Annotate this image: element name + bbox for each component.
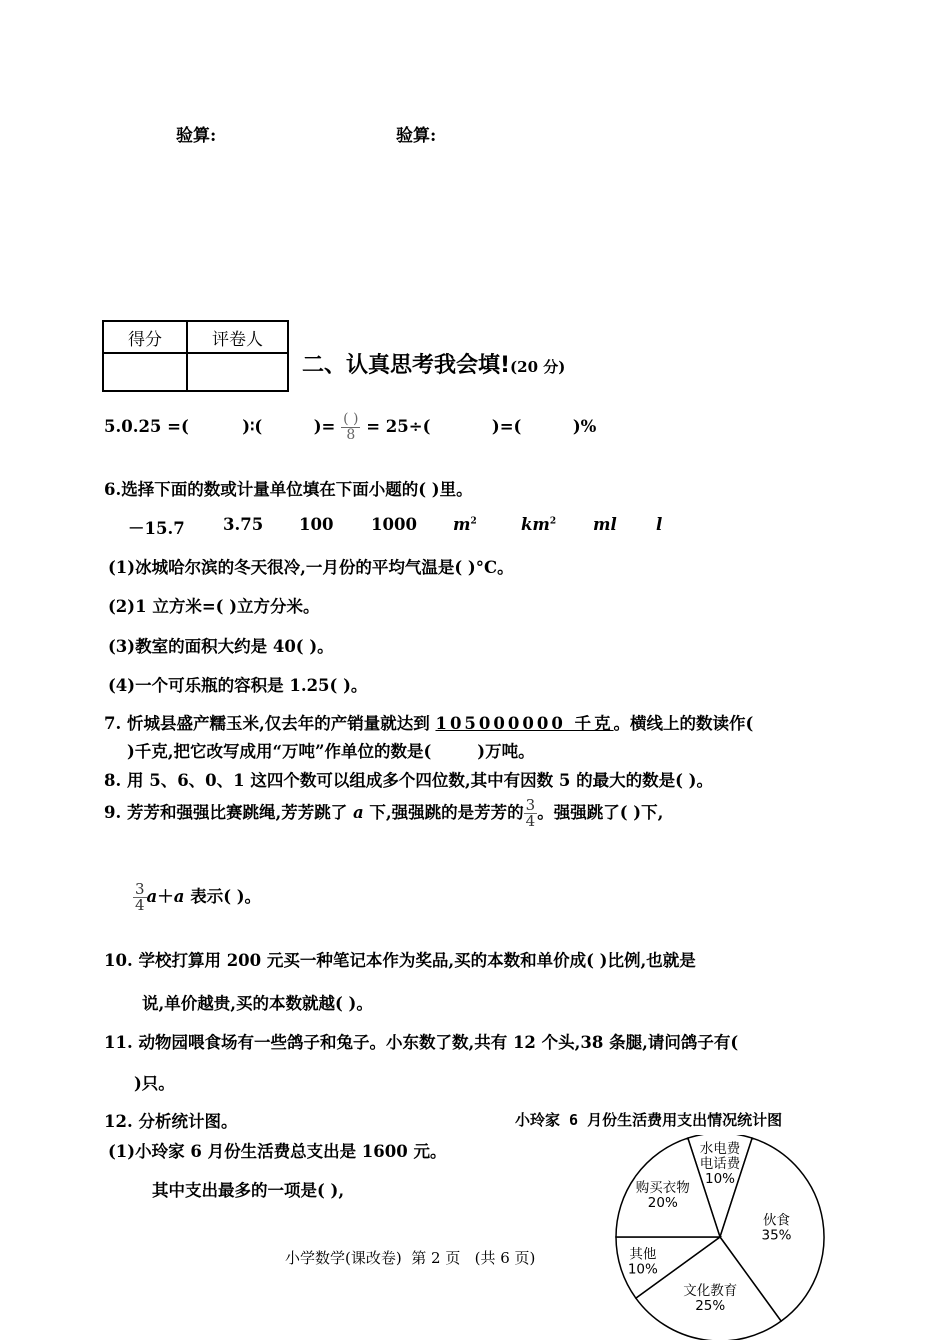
q6-option-2: 3.75 bbox=[223, 515, 264, 534]
page-footer: 小学数学(课改卷) 第 2 页 (共 6 页) bbox=[285, 1249, 536, 1267]
question-6-stem: 6.选择下面的数或计量单位填在下面小题的( )里。 bbox=[104, 480, 473, 499]
section-heading bbox=[302, 348, 565, 379]
q5-part-c: )= bbox=[313, 417, 336, 436]
pie-slice-label: 伙食 bbox=[762, 1212, 790, 1229]
q9-fraction-numerator: 3 bbox=[525, 796, 536, 814]
question-11-line-1: 11. 动物园喂食场有一些鸽子和兔子。小东数了数,共有 12 个头,38 条腿,请问鸽子有( bbox=[104, 1033, 739, 1052]
grader-cell[interactable] bbox=[187, 353, 288, 391]
q5-part-d: = 25÷( bbox=[366, 417, 431, 436]
chart-title: 小玲家 6 月份生活费用支出情况统计图 bbox=[515, 1111, 783, 1129]
pie-slice-label: 水电费 bbox=[699, 1141, 741, 1158]
q6-option-5: $m^2$ bbox=[453, 515, 477, 534]
q6-option-8-text: l bbox=[656, 515, 663, 534]
pie-chart bbox=[612, 1135, 828, 1340]
check-label-2: 验算: bbox=[396, 126, 437, 146]
q6-option-5-text: m bbox=[453, 515, 471, 534]
question-12-stem: 12. 分析统计图。 bbox=[104, 1112, 238, 1131]
q6-option-4: 1000 bbox=[371, 515, 417, 534]
score-cell[interactable] bbox=[103, 353, 187, 391]
q7-text-b: 。横线上的数读作( bbox=[613, 714, 754, 733]
score-header: 得分 bbox=[103, 321, 187, 353]
q9-line2-fraction bbox=[133, 882, 147, 913]
q6-sub-4: (4)一个可乐瓶的容积是 1.25( )。 bbox=[108, 676, 368, 695]
pie-slice-percent: 10% bbox=[627, 1261, 658, 1278]
grader-header: 评卷人 bbox=[187, 321, 288, 353]
section-title: 二、认真思考我会填! bbox=[302, 353, 511, 378]
pie-slice-label: 其他 bbox=[629, 1246, 657, 1263]
q5-part-a: 5.0.25 =( bbox=[104, 417, 189, 436]
q6-option-6-text: km bbox=[521, 515, 550, 534]
q6-sub-2: (2)1 立方米=( )立方分米。 bbox=[108, 597, 320, 616]
question-5 bbox=[104, 412, 596, 443]
q5-part-b: )∶( bbox=[242, 417, 263, 436]
question-10-line-2: 说,单价越贵,买的本数就越( )。 bbox=[142, 994, 373, 1013]
q9-fraction-denominator: 4 bbox=[525, 812, 536, 830]
score-table bbox=[102, 320, 289, 392]
question-9-line-2 bbox=[133, 882, 261, 913]
question-11-line-2: )只。 bbox=[134, 1074, 175, 1093]
question-7-line-2: )千克,把它改写成用“万吨”作单位的数是( )万吨。 bbox=[104, 742, 535, 761]
q9-text-a: 9. 芳芳和强强比赛跳绳,芳芳跳了 bbox=[104, 803, 353, 822]
q12-sub-1b: 其中支出最多的一项是( ), bbox=[152, 1181, 345, 1200]
q9-variable: a bbox=[352, 803, 364, 822]
q9-text-c: 。强强跳了( )下, bbox=[537, 803, 664, 822]
q9-line2-fraction-denominator: 4 bbox=[135, 896, 145, 914]
q12-sub-1: (1)小玲家 6 月份生活费总支出是 1600 元。 bbox=[108, 1142, 447, 1161]
question-10-line-1: 10. 学校打算用 200 元买一种笔记本作为奖品,买的本数和单价成( )比例,也就是 bbox=[104, 951, 696, 970]
pie-slice-percent: 35% bbox=[761, 1227, 792, 1244]
q6-option-1: －15.7 bbox=[128, 519, 185, 538]
q9-line2-text: 表示( )。 bbox=[184, 887, 262, 906]
q6-sub-1: (1)冰城哈尔滨的冬天很冷,一月份的平均气温是( )°C。 bbox=[108, 558, 514, 577]
q9-fraction bbox=[524, 798, 538, 829]
q5-fraction[interactable] bbox=[341, 412, 360, 443]
question-8: 8. 用 5、6、0、1 这四个数可以组成多个四位数,其中有因数 5 的最大的数是( )。 bbox=[104, 771, 713, 790]
pie-group bbox=[616, 1135, 824, 1340]
pie-slice-label: 电话费 bbox=[699, 1156, 741, 1173]
pie-slice-label: 文化教育 bbox=[683, 1283, 738, 1300]
section-points: (20 分) bbox=[510, 358, 566, 376]
q5-fraction-numerator: ( ) bbox=[343, 411, 359, 427]
q5-fraction-denominator: 8 bbox=[346, 427, 356, 443]
q6-option-7-text: ml bbox=[593, 515, 617, 534]
question-7-line-1 bbox=[104, 710, 753, 734]
q9-line2-var-a: a bbox=[146, 887, 158, 906]
q6-sub-3: (3)教室的面积大约是 40( )。 bbox=[108, 637, 334, 656]
pie-slice-percent: 20% bbox=[647, 1194, 678, 1211]
check-label-1: 验算: bbox=[176, 126, 217, 146]
q5-part-e: )=( bbox=[491, 417, 522, 436]
pie-slice-percent: 25% bbox=[695, 1298, 726, 1315]
q9-line2-fraction-numerator: 3 bbox=[135, 880, 145, 898]
q9-line2-var-c: a bbox=[173, 887, 185, 906]
q6-option-3: 100 bbox=[299, 515, 334, 534]
q6-option-7 bbox=[593, 515, 617, 534]
q7-underlined-number: 105000000 千克 bbox=[435, 714, 614, 733]
q6-option-6: $km^2$ bbox=[521, 515, 557, 534]
q5-part-f: )% bbox=[572, 417, 597, 436]
question-9-line-1 bbox=[104, 798, 663, 829]
q9-line2-plus: ＋ bbox=[157, 887, 174, 906]
pie-slice-percent: 10% bbox=[704, 1171, 736, 1188]
q6-option-8 bbox=[656, 515, 662, 534]
q7-text-a: 7. 忻城县盛产糯玉米,仅去年的产销量就达到 bbox=[104, 714, 436, 733]
pie-slice-label: 购买衣物 bbox=[635, 1179, 690, 1196]
q9-text-b: 下,强强跳的是芳芳的 bbox=[363, 803, 524, 822]
